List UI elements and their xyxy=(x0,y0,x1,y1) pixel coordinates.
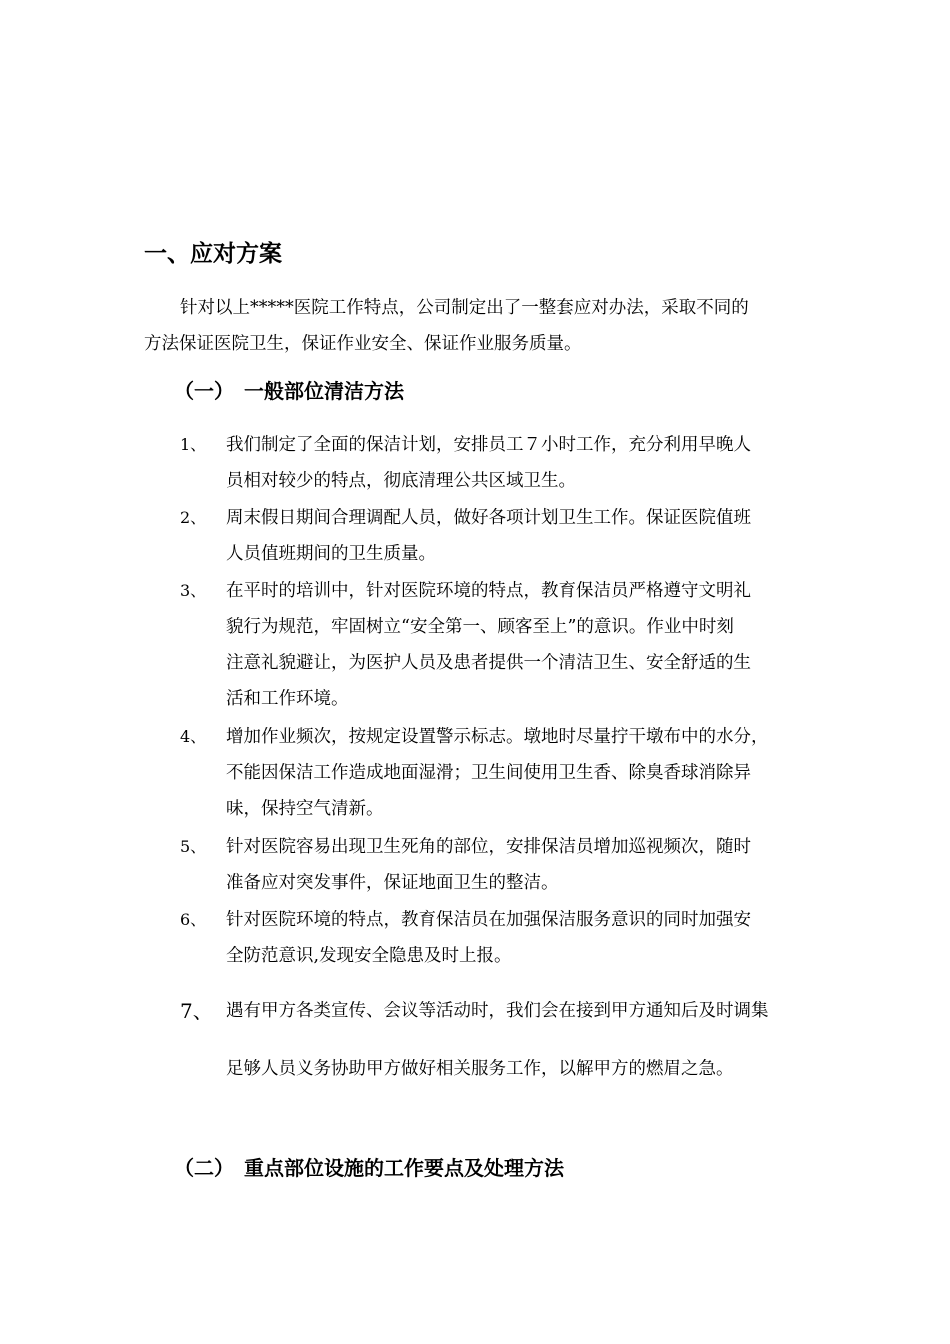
subsection-title: 重点部位设施的工作要点及处理方法 xyxy=(244,1156,564,1180)
list-item-line: 针对医院环境的特点，教育保洁员在加强保洁服务意识的同时加强安 xyxy=(226,910,751,930)
list-item-line: 人员值班期间的卫生质量。 xyxy=(226,544,436,564)
subsection-number: （一） xyxy=(174,379,234,403)
list-item-line: 我们制定了全面的保洁计划，安排员工７小时工作，充分利用早晚人 xyxy=(226,435,751,455)
list-item-number: 6、 xyxy=(180,910,207,929)
list-item-number: 2、 xyxy=(180,508,207,527)
list-item-line: 增加作业频次，按规定设置警示标志。墩地时尽量拧干墩布中的水分， xyxy=(226,727,769,747)
section-heading: 一、应对方案 xyxy=(144,241,282,267)
list-item-number: 3、 xyxy=(180,581,207,600)
list-item-text xyxy=(226,500,818,572)
list-item-line: 遇有甲方各类宣传、会议等活动时，我们会在接到甲方通知后及时调集 xyxy=(226,1001,769,1021)
list-item-line: 全防范意识,发现安全隐患及时上报。 xyxy=(226,946,512,966)
list-item-number: 7、 xyxy=(180,999,213,1023)
list-item-line: 针对医院容易出现卫生死角的部位，安排保洁员增加巡视频次，随时 xyxy=(226,837,751,857)
subsection-number: （二） xyxy=(174,1156,234,1180)
list-item-text xyxy=(226,829,818,901)
list-item-text xyxy=(226,982,818,1098)
list-item-text xyxy=(226,573,818,717)
intro-paragraph xyxy=(144,290,804,362)
list-item-line: 在平时的培训中，针对医院环境的特点，教育保洁员严格遵守文明礼 xyxy=(226,581,751,601)
list-item-text xyxy=(226,719,818,827)
subsection-heading-1 xyxy=(174,375,404,407)
list-item-text xyxy=(226,427,818,499)
list-item-number: 5、 xyxy=(180,837,207,856)
intro-line: 针对以上*****医院工作特点，公司制定出了一整套应对办法，采取不同的 xyxy=(180,298,749,318)
list-item-line: 味，保持空气清新。 xyxy=(226,799,384,819)
subsection-title: 一般部位清洁方法 xyxy=(244,379,404,403)
list-item-line: 足够人员义务协助甲方做好相关服务工作，以解甲方的燃眉之急。 xyxy=(226,1059,734,1079)
list-item-number: 1、 xyxy=(180,435,207,454)
list-item-line: 注意礼貌避让，为医护人员及患者提供一个清洁卫生、安全舒适的生 xyxy=(226,653,751,673)
list-item-number: 4、 xyxy=(180,727,207,746)
list-item-line: 准备应对突发事件，保证地面卫生的整洁。 xyxy=(226,873,559,893)
intro-line: 方法保证医院卫生，保证作业安全、保证作业服务质量。 xyxy=(144,334,582,354)
list-item-line: 貌行为规范，牢固树立“安全第一、顾客至上”的意识。作业中时刻 xyxy=(226,617,734,637)
subsection-heading-2 xyxy=(174,1152,564,1184)
list-item-line: 活和工作环境。 xyxy=(226,689,349,709)
list-item-text xyxy=(226,902,818,974)
list-item-line: 周末假日期间合理调配人员，做好各项计划卫生工作。保证医院值班 xyxy=(226,508,751,528)
list-item-line: 员相对较少的特点，彻底清理公共区域卫生。 xyxy=(226,471,576,491)
list-item-line: 不能因保洁工作造成地面湿滑；卫生间使用卫生香、除臭香球消除异 xyxy=(226,763,751,783)
